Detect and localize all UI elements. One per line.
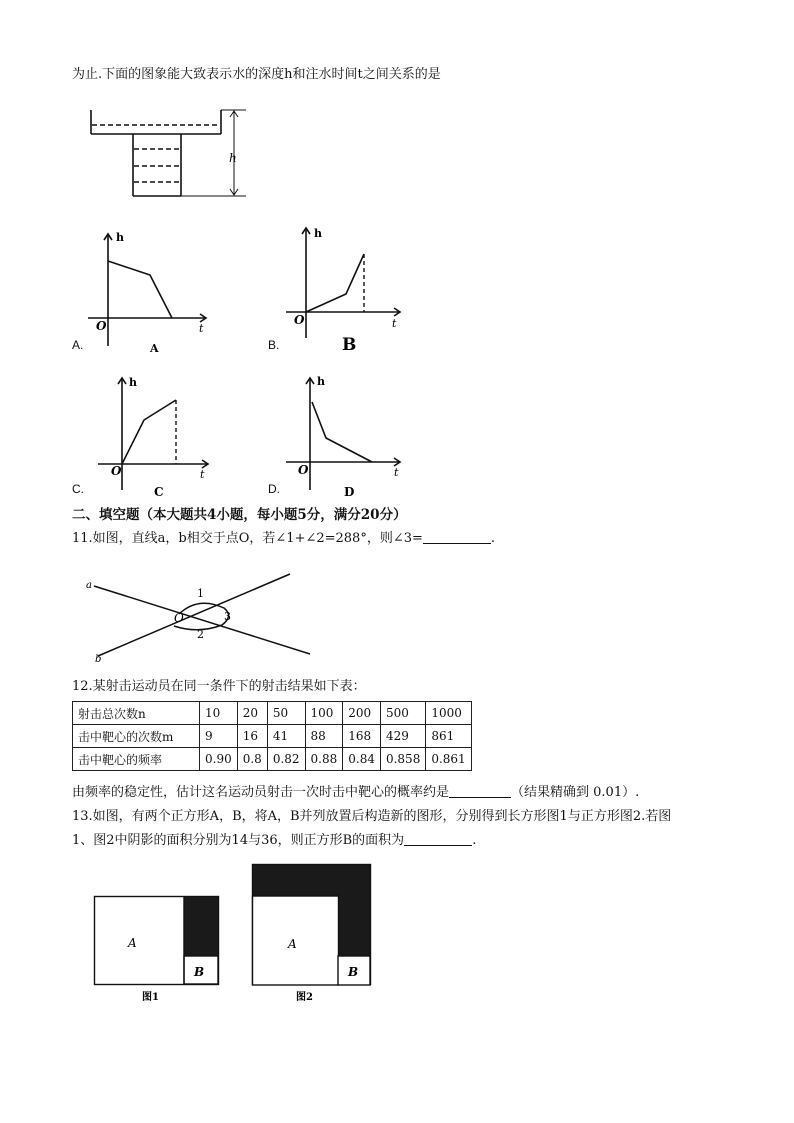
q11-text-before: 11.如图，直线a，b相交于点O，若∠1+∠2=288°，则∠3= (72, 531, 423, 546)
q11-answer-blank[interactable] (423, 530, 491, 544)
table-row (73, 702, 472, 725)
table-cell: 20 (237, 702, 267, 725)
option-caption-c: C (154, 485, 164, 499)
table-cell: 0.858 (380, 748, 425, 771)
table-cell: 0.8 (237, 748, 267, 771)
square-a-label: A (288, 937, 297, 951)
table-cell: 100 (305, 702, 343, 725)
table-cell: 50 (267, 702, 305, 725)
table-row (73, 748, 472, 771)
square-b-label: B (194, 965, 205, 979)
origin-label: O (298, 463, 309, 477)
axis-t-label: t (392, 317, 397, 330)
square-b-label: B (348, 965, 359, 979)
axis-t-label: t (200, 468, 205, 481)
angle-1-label: 1 (197, 587, 204, 600)
axis-h-label: h (314, 227, 322, 240)
axis-t-label: t (394, 466, 399, 479)
point-o-label: O (174, 611, 184, 625)
table-cell: 861 (426, 725, 471, 748)
option-label-a[interactable]: A. (72, 338, 84, 352)
axis-h-label: h (129, 376, 137, 389)
angle-3-label: 3 (224, 610, 231, 623)
q13-line1: 13.如图，有两个正方形A，B，将A，B并列放置后构造新的图形，分别得到长方形图1与正方形图2.若图 (72, 809, 672, 824)
table-cell: 88 (305, 725, 343, 748)
option-label-c[interactable]: C. (72, 482, 84, 496)
table-cell: 200 (343, 702, 381, 725)
table-cell: 0.82 (267, 748, 305, 771)
origin-label: O (96, 319, 107, 333)
table-row-header: 击中靶心的频率 (73, 748, 200, 771)
option-caption-d: D (344, 485, 355, 499)
shooting-results-table (72, 701, 472, 771)
q12-text-after: （结果精确到 0.01）. (511, 785, 640, 800)
table-row-header: 击中靶心的次数m (73, 725, 200, 748)
table-row (73, 725, 472, 748)
q13-figure-1 (94, 896, 234, 1006)
q12-question (72, 784, 639, 802)
line-b-label: b (95, 654, 102, 665)
q13-text-after: . (472, 833, 477, 848)
table-cell: 41 (267, 725, 305, 748)
axis-h-label: h (317, 375, 325, 388)
graph-option-a[interactable] (88, 228, 238, 355)
table-cell: 9 (200, 725, 238, 748)
q13-text-before: 1、图2中阴影的面积分别为14与36，则正方形B的面积为 (72, 833, 405, 848)
q12-text-before: 由频率的稳定性，估计这名运动员射击一次时击中靶心的概率约是 (72, 785, 450, 800)
table-cell: 429 (380, 725, 425, 748)
table-cell: 500 (380, 702, 425, 725)
graph-option-b[interactable] (286, 222, 436, 355)
table-cell: 0.861 (426, 748, 471, 771)
table-cell: 0.84 (343, 748, 381, 771)
table-cell: 168 (343, 725, 381, 748)
question-intro-text: 为止.下面的图象能大致表示水的深度h和注水时间t之间关系的是 (72, 67, 441, 82)
section-heading: 二、填空题（本大题共4小题，每小题5分，满分20分） (72, 507, 407, 523)
figure-2-caption: 图2 (296, 992, 313, 1003)
container-height-label: h (229, 151, 237, 165)
q11-text (72, 530, 495, 548)
axis-h-label: h (116, 231, 124, 244)
table-cell: 0.90 (200, 748, 238, 771)
origin-label: O (111, 464, 122, 478)
origin-label: O (294, 313, 305, 327)
q13-line2 (72, 832, 476, 850)
q13-answer-blank[interactable] (404, 832, 472, 846)
q12-intro: 12.某射击运动员在同一条件下的射击结果如下表： (72, 679, 366, 694)
q13-figure-2 (252, 864, 392, 1003)
option-label-d[interactable]: D. (268, 482, 280, 496)
q12-answer-blank[interactable] (449, 784, 511, 798)
figure-1-caption: 图1 (142, 992, 159, 1003)
table-cell: 1000 (426, 702, 471, 725)
graph-option-c[interactable] (98, 372, 248, 499)
table-row-header: 射击总次数n (73, 702, 200, 725)
angle-2-label: 2 (197, 628, 204, 641)
table-cell: 10 (200, 702, 238, 725)
q11-text-after: . (490, 531, 496, 546)
option-label-b[interactable]: B. (268, 338, 280, 352)
q11-lines-figure (84, 570, 324, 670)
container-figure (88, 100, 268, 212)
option-caption-b: B (342, 335, 357, 355)
square-a-label: A (128, 936, 137, 950)
axis-t-label: t (199, 322, 204, 335)
line-a-label: a (86, 580, 92, 591)
option-caption-a: A (150, 342, 159, 355)
table-cell: 16 (237, 725, 267, 748)
table-cell: 0.88 (305, 748, 343, 771)
graph-option-d[interactable] (286, 372, 436, 499)
